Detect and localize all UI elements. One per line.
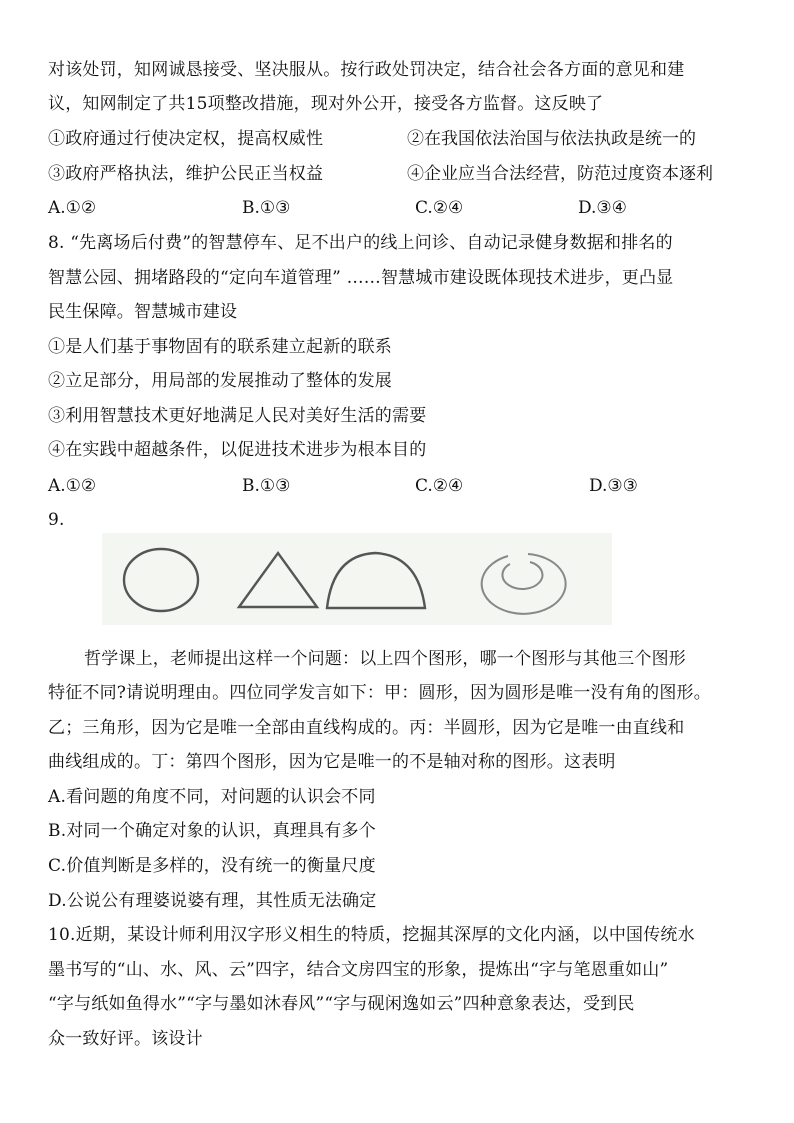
q10-stem-line-2: 墨书写的“山、水、风、云”四字，结合文房四宝的形象，提炼出“字与笔恩重如山”	[48, 960, 669, 980]
q7-item-4: ④企业应当合法经营，防范过度资本逐利	[407, 164, 713, 184]
q7-stem-line-2: 议，知网制定了共15项整改措施，现对外公开，接受各方监督。这反映了	[48, 94, 604, 114]
q7-item-2: ②在我国依法治国与依法执政是统一的	[407, 129, 696, 149]
q8-stem-line-2: 智慧公园、拥堵路段的“定向车道管理” ……智慧城市建设既体现技术进步，更凸显	[48, 268, 674, 288]
q8-stem-line-1: 8. “先离场后付费”的智慧停车、足不出户的线上问诊、自动记录健身数据和排名的	[48, 233, 673, 253]
q8-stem-line-3: 民生保障。智慧城市建设	[48, 302, 238, 322]
q8-option-a: A.①②	[48, 476, 97, 496]
q9-option-c: C.价值判断是多样的，没有统一的衡量尺度	[48, 856, 376, 876]
q9-paragraph-line-4: 曲线组成的。丁：第四个图形，因为它是唯一的不是轴对称的图形。这表明	[48, 752, 616, 772]
q9-option-b: B.对同一个确定对象的认识，真理具有多个	[48, 821, 376, 841]
q8-item-1: ①是人们基于事物固有的联系建立起新的联系	[48, 337, 392, 357]
q9-paragraph-line-2: 特征不同?请说明理由。四位同学发言如下：甲：圆形，因为圆形是唯一没有角的图形。	[48, 683, 711, 703]
q8-item-3: ③利用智慧技术更好地满足人民对美好生活的需要	[48, 406, 427, 426]
q9-option-d: D.公说公有理婆说婆有理，其性质无法确定	[48, 891, 377, 911]
q8-option-c: C.②④	[415, 476, 464, 496]
q7-item-1: ①政府通过行使决定权，提高权威性	[48, 129, 324, 149]
q9-number: 9.	[48, 510, 65, 530]
triangle-icon	[239, 553, 317, 607]
q8-option-b: B.①③	[242, 476, 291, 496]
q8-item-2: ②立足部分，用局部的发展推动了整体的发展	[48, 371, 392, 391]
circle-icon	[124, 549, 198, 611]
q7-option-b: B.①③	[242, 198, 291, 218]
q7-option-c: C.②④	[415, 198, 464, 218]
q9-paragraph-line-3: 乙；三角形，因为它是唯一全部由直线构成的。丙：半圆形，因为它是唯一由直线和	[48, 718, 685, 738]
q7-option-a: A.①②	[48, 198, 97, 218]
semicircle-icon	[327, 553, 425, 608]
q10-stem-line-4: 众一致好评。该设计	[48, 1029, 203, 1049]
q10-stem-line-3: “字与纸如鱼得水”“字与墨如沐春风”“字与砚闲逸如云”四种意象表达，受到民	[48, 994, 635, 1014]
q10-stem-line-1: 10.近期，某设计师利用汉字形义相生的特质，挖掘其深厚的文化内涵，以中国传统水	[48, 925, 695, 945]
q7-item-3: ③政府严格执法，维护公民正当权益	[48, 164, 324, 184]
q7-stem-line-1: 对该处罚，知网诚恳接受、坚决服从。按行政处罚决定，结合社会各方面的意见和建	[48, 60, 685, 80]
q8-item-4: ④在实践中超越条件，以促进技术进步为根本目的	[48, 440, 427, 460]
q9-paragraph-line-1: 哲学课上，老师提出这样一个问题：以上四个图形，哪一个图形与其他三个图形	[84, 649, 686, 669]
q8-option-d: D.③③	[589, 476, 638, 496]
q9-option-a: A.看问题的角度不同，对问题的认识会不同	[48, 787, 376, 807]
q9-shapes-figure	[102, 533, 612, 625]
open-ring-icon	[482, 554, 566, 614]
q7-option-d: D.③④	[578, 198, 627, 218]
